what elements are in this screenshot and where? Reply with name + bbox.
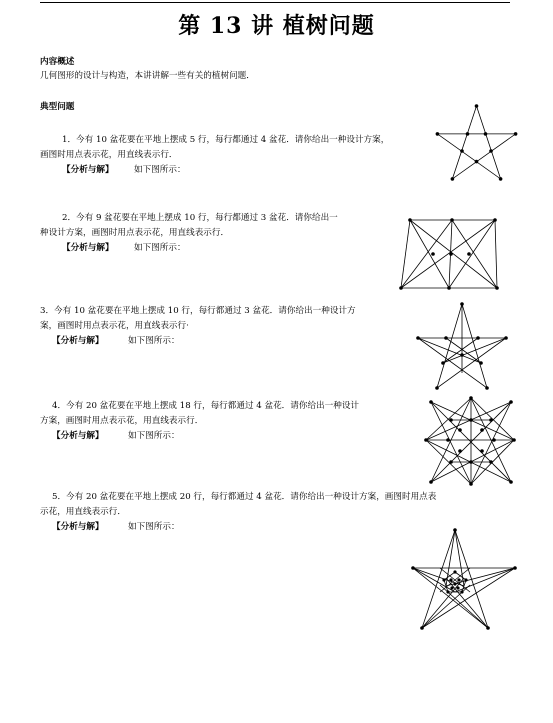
problem-5-line2: 示花，用直线表示行． xyxy=(40,507,126,517)
figure-3-star xyxy=(414,300,510,392)
figure-2-nine-points xyxy=(398,212,500,292)
problem-2-line1: 2．今有 9 盆花要在平地上摆成 10 行，每行都通过 3 盆花．请你给出一 xyxy=(62,213,338,223)
problem-4-analysis-label: 【分析与解】 xyxy=(52,431,104,441)
page-title: 第 13 讲 植树问题 xyxy=(178,13,375,39)
problem-5-line1: 5．今有 20 盆花要在平地上摆成 20 行，每行都通过 4 盆花．请你给出一种设计方案，画图时用点表 xyxy=(52,492,437,502)
section-overview-heading: 内容概述 xyxy=(40,57,75,67)
problem-2-analysis-label: 【分析与解】 xyxy=(62,243,114,253)
problem-4-line2: 方案，画图时用点表示花，用直线表示行． xyxy=(40,416,204,426)
problem-5-analysis-label: 【分析与解】 xyxy=(52,522,104,532)
problem-3-line2: 案，画图时用点表示花，用直线表示行· xyxy=(40,321,189,331)
section-typical-heading: 典型问题 xyxy=(40,102,75,112)
problem-2-line2: 种设计方案，画图时用点表示花，用直线表示行． xyxy=(40,228,230,238)
problem-1-line2: 画图时用点表示花，用直线表示行． xyxy=(40,150,178,160)
problem-3-line1: 3．今有 10 盆花要在平地上摆成 10 行，每行都通过 3 盆花．请你给出一种设计方 xyxy=(40,306,356,316)
problem-5-answer: 如下图所示： xyxy=(128,522,180,532)
problem-2-answer: 如下图所示： xyxy=(134,243,186,253)
problem-3-analysis-label: 【分析与解】 xyxy=(52,336,104,346)
problem-4-answer: 如下图所示： xyxy=(128,431,180,441)
problem-1-line1: 1．今有 10 盆花要在平地上摆成 5 行，每行都通过 4 盆花．请你给出一种设计方案， xyxy=(62,135,390,145)
problem-1-analysis-label: 【分析与解】 xyxy=(62,165,114,175)
problem-1-answer: 如下图所示： xyxy=(134,165,186,175)
figure-4-lattice-star xyxy=(424,396,516,486)
problem-3-answer: 如下图所示： xyxy=(128,336,180,346)
figure-5-dense-star xyxy=(410,526,518,630)
figure-1-pentagram xyxy=(436,104,526,186)
problem-4-line1: 4．今有 20 盆花要在平地上摆成 18 行，每行都通过 4 盆花．请你给出一种设计 xyxy=(52,401,360,411)
header-rule xyxy=(40,2,510,3)
overview-text: 几何图形的设计与构造，本讲讲解一些有关的植树问题． xyxy=(40,71,255,81)
